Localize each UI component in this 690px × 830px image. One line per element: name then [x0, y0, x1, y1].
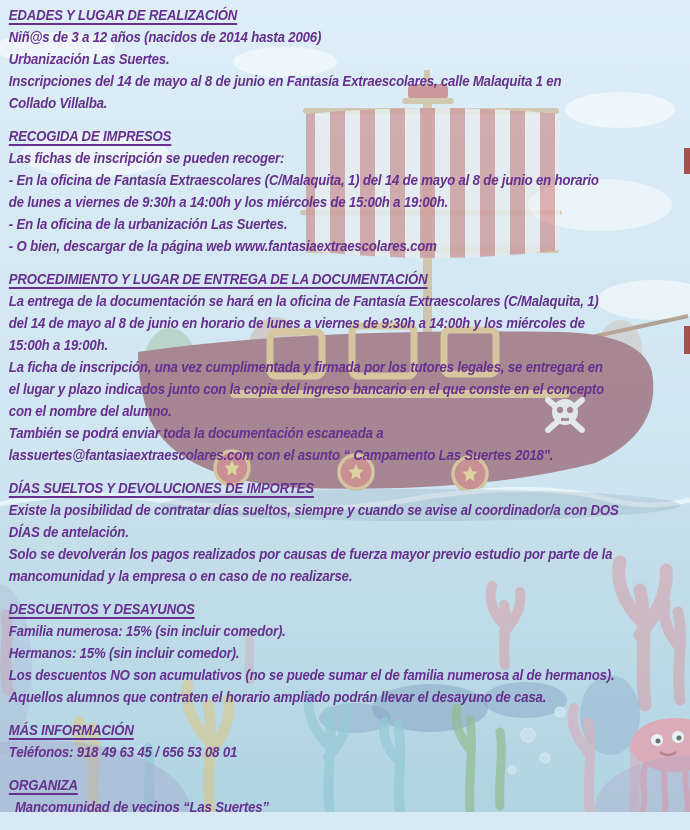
text-line: Las fichas de inscripción se pueden recoger:: [8, 150, 285, 167]
section-procedimiento: [9, 269, 690, 467]
section-dias-sueltos: [9, 478, 690, 588]
text-line: Solo se devolverán los pagos realizados por causas de fuerza mayor previo estudio por parte de la: [8, 546, 613, 563]
text-line: - En la oficina de Fantasía Extraescolares (C/Malaquita, 1) del 14 de mayo al 8 de junio en horario: [8, 172, 599, 189]
section-heading-edades: EDADES Y LUGAR DE REALIZACIÓN: [8, 7, 238, 24]
text-line: DÍAS de antelación.: [8, 524, 129, 541]
text-line: Aquellos alumnos que contraten el horario ampliado podrán llevar el desayuno de casa.: [8, 689, 547, 706]
text-line: Inscripciones del 14 de mayo al 8 de junio en Fantasía Extraescolares, calle Malaquita 1 en: [8, 73, 562, 90]
section-mas-informacion: [9, 720, 690, 764]
section-heading-procedimiento: PROCEDIMIENTO Y LUGAR DE ENTREGA DE LA DOCUMENTACIÓN: [8, 271, 428, 288]
text-line: Urbanización Las Suertes.: [8, 51, 170, 68]
text-line: Existe la posibilidad de contratar días sueltos, siempre y cuando se avise al coordinador/a con DOS: [8, 502, 619, 519]
section-heading-organiza: ORGANIZA: [8, 777, 78, 794]
text-line: Collado Villalba.: [8, 95, 108, 112]
section-heading-recogida: RECOGIDA DE IMPRESOS: [8, 128, 172, 145]
text-line: También se podrá enviar toda la documentación escaneada a: [8, 425, 384, 442]
text-line: lassuertes@fantasiaextraescolares.com con el asunto “ Campamento Las Suertes 2018".: [8, 447, 554, 464]
text-line: 15:00h a 19:00h.: [8, 337, 108, 354]
section-edades: [9, 5, 690, 115]
section-heading-descuentos: DESCUENTOS Y DESAYUNOS: [8, 601, 195, 618]
section-descuentos: [9, 599, 690, 709]
section-organiza: [9, 775, 690, 819]
text-line: del 14 de mayo al 8 de junio en horario de lunes a viernes de 9:30h a 14:00h y los miércoles de: [8, 315, 585, 332]
text-line: con el nombre del alumno.: [8, 403, 172, 420]
text-line: - O bien, descargar de la página web www.fantasiaextraescolares.com: [8, 238, 437, 255]
text-line: de lunes a viernes de 9:30h a 14:00h y los miércoles de 15:00h a 19:00h.: [8, 194, 449, 211]
text-line: el lugar y plazo indicados junto con la copia del ingreso bancario en el que conste en el concepto: [8, 381, 605, 398]
text-line: Niñ@s de 3 a 12 años (nacidos de 2014 hasta 2006): [8, 29, 322, 46]
text-line: mancomunidad y la empresa o en caso de no realizarse.: [8, 568, 353, 585]
section-recogida: [9, 126, 690, 258]
text-line: - En la oficina de la urbanización Las Suertes.: [8, 216, 288, 233]
text-line: La entrega de la documentación se hará en la oficina de Fantasía Extraescolares (C/Malaquita, 1): [8, 293, 599, 310]
organizer-name: Mancomunidad de vecinos “Las Suertes”: [14, 799, 269, 816]
text-line: Hermanos: 15% (sin incluir comedor).: [8, 645, 240, 662]
text-line: Familia numerosa: 15% (sin incluir comedor).: [8, 623, 286, 640]
phone-numbers: Teléfonos: 918 49 63 45 / 656 53 08 01: [8, 744, 238, 761]
section-heading-dias-sueltos: DÍAS SUELTOS Y DEVOLUCIONES DE IMPORTES: [8, 480, 314, 497]
text-line: La ficha de inscripción, una vez cumplimentada y firmada por los tutores legales, se entregará en: [8, 359, 603, 376]
text-line: Los descuentos NO son acumulativos (no se puede sumar el de familia numerosa al de hermanos).: [8, 667, 615, 684]
section-heading-mas-informacion: MÁS INFORMACIÓN: [8, 722, 134, 739]
